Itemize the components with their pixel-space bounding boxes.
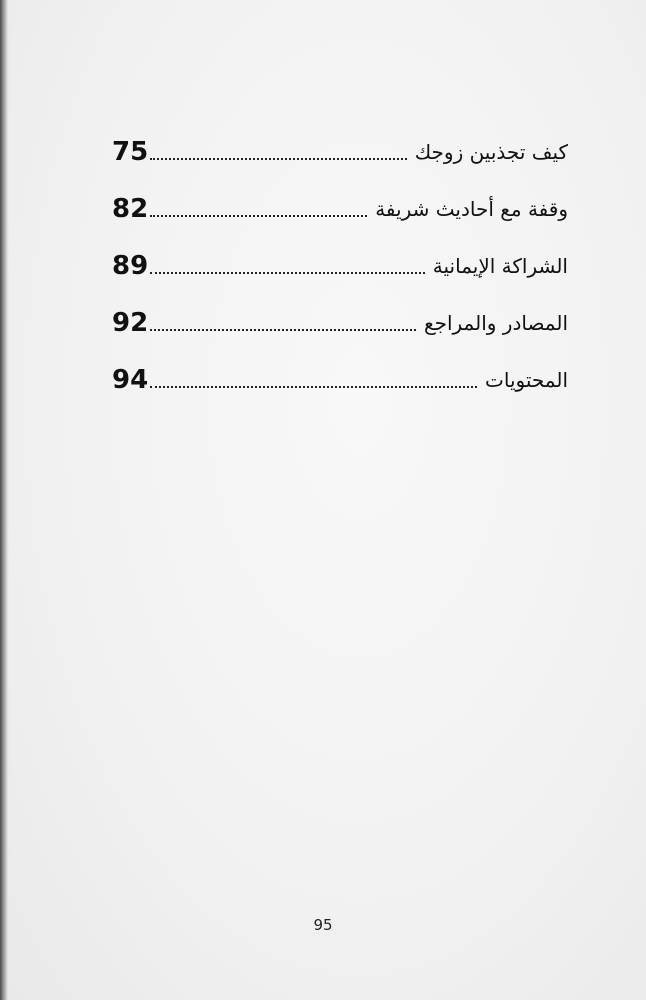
toc-page-number: 89 (112, 251, 149, 281)
toc-entry-title: وقفة مع أحاديث شريفة (375, 197, 568, 221)
page-number-footer: 95 (313, 916, 333, 934)
toc-entry (112, 224, 568, 281)
toc-dot-leader (150, 215, 367, 217)
table-of-contents (112, 110, 568, 395)
toc-dot-leader (150, 386, 477, 388)
toc-entry-title: الشراكة الإيمانية (432, 254, 568, 278)
toc-page-number: 94 (112, 365, 149, 395)
toc-entry (112, 281, 568, 338)
page-binding-edge (0, 0, 9, 1000)
toc-entry-title: كيف تجذبين زوجك (414, 140, 568, 164)
toc-page-number: 92 (112, 308, 149, 338)
toc-dot-leader (150, 272, 425, 274)
toc-entry (112, 110, 568, 167)
toc-entry-title: المحتويات (485, 368, 568, 392)
toc-page-number: 75 (112, 137, 149, 167)
toc-entry (112, 338, 568, 395)
toc-entry (112, 167, 568, 224)
toc-page-number: 82 (112, 194, 149, 224)
toc-dot-leader (150, 329, 416, 331)
toc-dot-leader (150, 158, 407, 160)
toc-entry-title: المصادر والمراجع (423, 311, 568, 335)
